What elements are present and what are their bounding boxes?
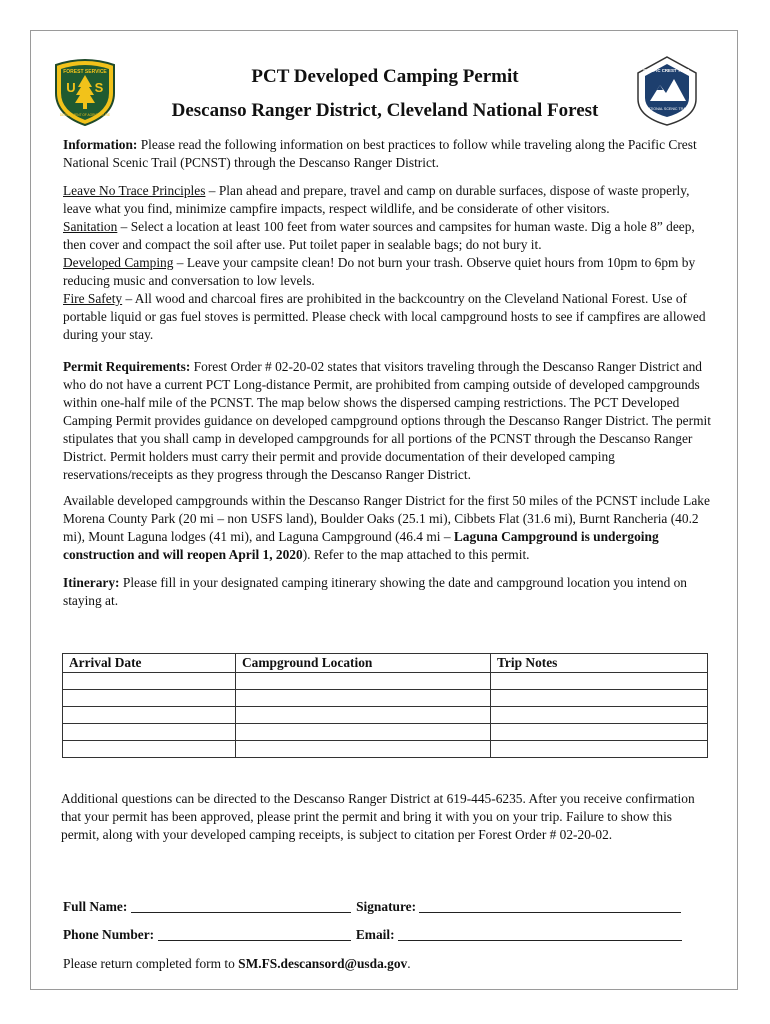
signature-field[interactable] [419, 898, 681, 913]
itinerary-paragraph [63, 574, 713, 610]
practice-label: Developed Camping [63, 255, 174, 270]
campground-location-cell[interactable] [236, 690, 491, 707]
table-header-row [63, 654, 708, 673]
arrival-date-cell[interactable] [63, 741, 236, 758]
practice-item [63, 218, 713, 254]
full-name-field[interactable] [131, 898, 351, 913]
campgrounds-after: ). Refer to the map attached to this permit. [302, 547, 530, 562]
campground-location-cell[interactable] [236, 707, 491, 724]
practice-item [63, 254, 713, 290]
trip-notes-cell[interactable] [491, 690, 708, 707]
practice-label: Leave No Trace Principles [63, 183, 206, 198]
pct-logo-top-text: PACIFIC CREST TRAIL [643, 68, 691, 73]
additional-questions-paragraph: Additional questions can be directed to the Descanso Ranger District at 619-445-6235. After you receive confirmation that your permit has been approved, please print the permit and bring it with you on your trip. Failure to show this permit, along with your developed camping receipts, is subject to citation per Forest Order # 02-20-02. [61, 791, 695, 842]
itinerary-table [62, 653, 708, 758]
table-row [63, 673, 708, 690]
fs-logo-u-text: U [66, 80, 76, 95]
column-header-trip-notes: Trip Notes [491, 654, 708, 673]
column-header-arrival-date: Arrival Date [63, 654, 236, 673]
information-label: Information: [63, 137, 138, 152]
information-text: Please read the following information on best practices to follow while traveling along the Pacific Crest National Scenic Trail (PCNST) through the Descanso Ranger District. [63, 137, 697, 170]
page-subtitle: Descanso Ranger District, Cleveland National Forest [171, 100, 599, 121]
fs-logo-s-text: S [94, 80, 104, 95]
email-label: Email: [355, 927, 395, 942]
trip-notes-cell[interactable] [491, 707, 708, 724]
arrival-date-cell[interactable] [63, 690, 236, 707]
phone-number-field[interactable] [158, 926, 351, 941]
signature-label: Signature: [356, 899, 417, 914]
trip-notes-cell[interactable] [491, 724, 708, 741]
permit-requirements-paragraph [63, 358, 713, 484]
full-name-signature-row [63, 898, 713, 916]
phone-number-label: Phone Number: [63, 927, 155, 942]
practice-label: Sanitation [63, 219, 118, 234]
arrival-date-cell[interactable] [63, 673, 236, 690]
table-row [63, 690, 708, 707]
email-field[interactable] [398, 926, 682, 941]
full-name-label: Full Name: [63, 899, 128, 914]
itinerary-label: Itinerary: [63, 575, 120, 590]
page-title: PCT Developed Camping Permit [251, 66, 519, 87]
campground-location-cell[interactable] [236, 741, 491, 758]
campgrounds-notice: Laguna Campground is undergoing construction and will reopen April 1, 2020 [63, 529, 659, 562]
practice-item [63, 290, 713, 344]
phone-email-row [63, 926, 713, 944]
table-row [63, 741, 708, 758]
campground-location-cell[interactable] [236, 673, 491, 690]
campgrounds-text: Available developed campgrounds within the Descanso Ranger District for the first 50 miles of the PCNST include Lake Morena County Park (20 mi – non USFS land), Boulder Oaks (25.1 mi), Cibbets Flat (31.6 mi), Burnt Rancheria (40.2 mi), Mount Laguna lodges (41 mi), and Laguna Campground (46.4 mi – [63, 493, 710, 544]
practice-label: Fire Safety [63, 291, 123, 306]
permit-requirements-label: Permit Requirements: [63, 359, 191, 374]
table-row [63, 707, 708, 724]
arrival-date-cell[interactable] [63, 724, 236, 741]
practice-text: – Leave your campsite clean! Do not burn your trash. Observe quiet hours from 10pm to 6pm by reducing music and conversation to low levels. [63, 255, 696, 288]
practice-text: – Select a location at least 100 feet from water sources and campsites for human waste. Dig a hole 8” deep, then cover and compact the soil after use. Put toilet paper in sealable bags; do not bury it. [63, 219, 695, 252]
pct-logo-bottom-text: NATIONAL SCENIC TRAIL [645, 107, 689, 111]
column-header-campground-location: Campground Location [236, 654, 491, 673]
return-instructions [63, 955, 713, 973]
campground-location-cell[interactable] [236, 724, 491, 741]
information-paragraph [63, 136, 713, 172]
table-row [63, 724, 708, 741]
return-email-link[interactable]: SM.FS.descansord@usda.gov [238, 956, 408, 971]
arrival-date-cell[interactable] [63, 707, 236, 724]
fs-logo-bottom-text: DEPARTMENT OF AGRICULTURE [59, 113, 111, 117]
fs-logo-top-text: FOREST SERVICE [63, 69, 107, 75]
campgrounds-paragraph [63, 492, 713, 564]
practice-item [63, 182, 713, 218]
return-text: Please return completed form to [63, 956, 239, 971]
return-end: . [407, 956, 411, 971]
practices-section [63, 182, 713, 344]
practice-text: – Plan ahead and prepare, travel and camp on durable surfaces, dispose of waste properly, leave what you find, minimize campfire impacts, respect wildlife, and be considerate of other visitors. [63, 183, 690, 216]
practice-text: – All wood and charcoal fires are prohibited in the backcountry on the Cleveland National Forest. Use of portable liquid or gas fuel stoves is permitted. Please check with local campground hosts to see if campfires are allowed during your stay. [63, 291, 706, 342]
trip-notes-cell[interactable] [491, 741, 708, 758]
trip-notes-cell[interactable] [491, 673, 708, 690]
itinerary-text: Please fill in your designated camping itinerary showing the date and campground location you intend on staying at. [63, 575, 688, 608]
permit-requirements-text: Forest Order # 02-20-02 states that visitors traveling through the Descanso Ranger District and who do not have a current PCT Long-distance Permit, are prohibited from camping outside of developed campgrounds within one-half mile of the PCNST. The map below shows the dispersed camping restrictions. The PCT Developed Camping Permit provides guidance on developed campground options through the Descanso Ranger District. The permit stipulates that you shall camp in developed campgrounds for all portions of the PCNST through the Descanso Ranger District. Permit holders must carry their permit and provide documentation of their developed camping reservations/receipts as they progress through the Descanso Ranger District. [63, 359, 711, 482]
